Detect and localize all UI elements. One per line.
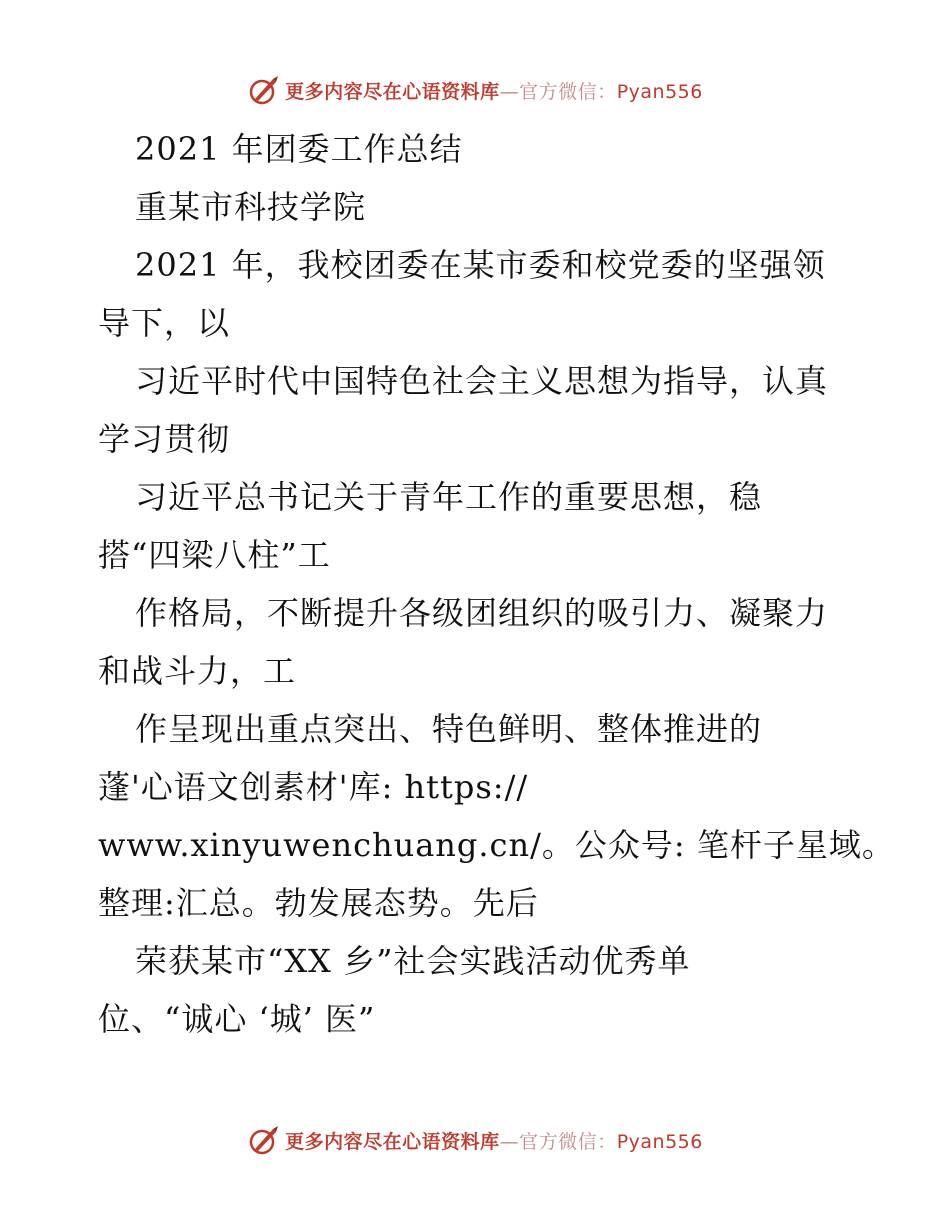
watermark-title: 更多内容尽在心语资料库 [285, 80, 500, 103]
watermark-wechat-id: Pyan556 [616, 1130, 703, 1153]
watermark-banner-top [0, 70, 950, 110]
document-line: 重某市科技学院 [135, 188, 367, 226]
watermark-wechat-id: Pyan556 [616, 80, 703, 103]
document-line: 导下，以 [98, 304, 231, 342]
document-line: 位、“诚心 ‘城’ 医” [98, 1000, 376, 1038]
watermark-text [285, 77, 703, 104]
document-line: 蓬'心语文创素材'库: https:// [98, 768, 529, 806]
watermark-banner-bottom [0, 1120, 950, 1160]
quill-pen-icon [247, 73, 281, 107]
document-body [98, 120, 898, 1048]
document-line: 和战斗力，工 [98, 652, 297, 690]
document-line: 搭“四梁八柱”工 [98, 536, 331, 574]
watermark-separator: —官方微信： [499, 80, 617, 103]
document-line: 习近平总书记关于青年工作的重要思想，稳 [135, 478, 763, 516]
watermark-text [285, 1127, 703, 1154]
document-line: 习近平时代中国特色社会主义思想为指导，认真 [135, 362, 829, 400]
quill-pen-icon [247, 1123, 281, 1157]
document-line: 学习贯彻 [98, 420, 231, 458]
document-line: 整理:汇总。勃发展态势。先后 [98, 884, 539, 922]
document-line: 荣获某市“XX 乡”社会实践活动优秀单 [135, 942, 691, 980]
document-line: 2021 年团委工作总结 [135, 130, 463, 168]
watermark-separator: —官方微信： [499, 1130, 617, 1153]
document-line: www.xinyuwenchuang.cn/。公众号: 笔杆子星域。 [98, 826, 895, 864]
document-line: 2021 年，我校团委在某市委和校党委的坚强领 [135, 246, 826, 284]
document-line: 作呈现出重点突出、特色鲜明、整体推进的 [135, 710, 763, 748]
document-line: 作格局，不断提升各级团组织的吸引力、凝聚力 [135, 594, 829, 632]
watermark-title: 更多内容尽在心语资料库 [285, 1130, 500, 1153]
